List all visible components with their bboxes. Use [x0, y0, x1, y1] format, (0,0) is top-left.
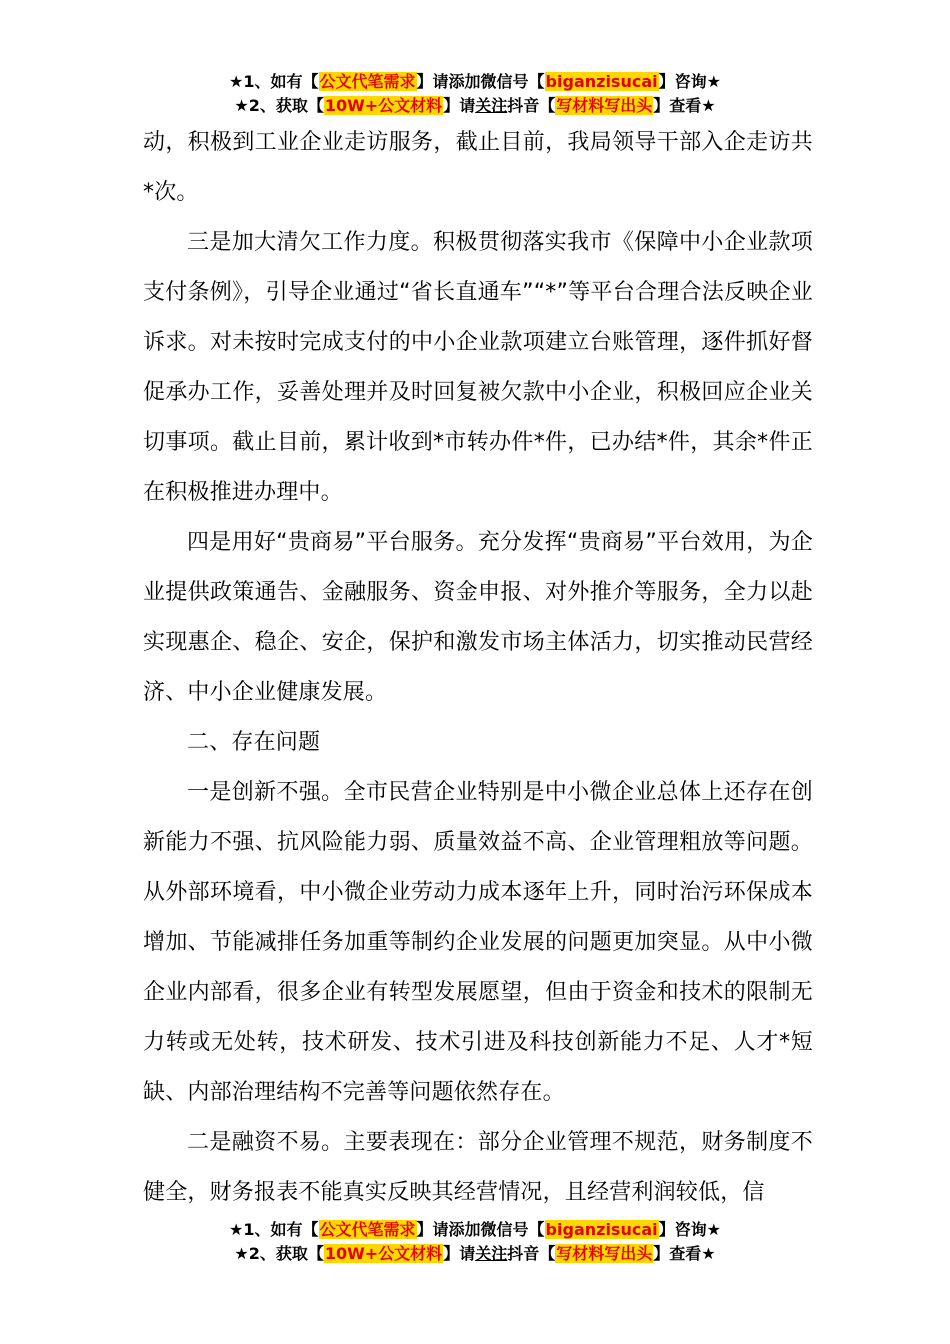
ad-line-2-mid2: 抖音【	[507, 96, 556, 115]
paragraph-guishangyi-platform: 四是用好“贵商易”平台服务。充分发挥“贵商易”平台效用，为企业提供政策通告、金融服务、资金申报、对外推介等服务，全力以赴实现惠企、稳企、安企，保护和激发市场主体活力，切实推动民营经济、中小企业健康发展。	[143, 530, 813, 705]
ad-highlight-materials: 10W+公文材料	[324, 96, 443, 115]
paragraph-arrears-clearing: 三是加大清欠工作力度。积极贯彻落实我市《保障中小企业款项支付条例》，引导企业通过“省长直通车”“*”等平台合理合法反映企业诉求。对未按时完成支付的中小企业款项建立台账管理，逐件抓好督促承办工作，妥善处理并及时回复被欠款中小企业，积极回应企业关切事项。截止目前，累计收到*市转办件*件，已办结*件，其余*件正在积极推进办理中。	[143, 230, 813, 505]
ad-line-1-prefix: ★1、如有【	[229, 1220, 319, 1239]
ad-highlight-service: 公文代笔需求	[319, 72, 416, 91]
ad-line-2-suffix: 】查看★	[653, 96, 716, 115]
paragraph-financing: 二是融资不易。主要表现在：部分企业管理不规范，财务制度不健全，财务报表不能真实反映其经营情况，且经营利润较低，信	[143, 1130, 813, 1205]
ad-line-1-prefix: ★1、如有【	[229, 72, 319, 91]
ad-highlight-wechat-id: biganzisucai	[545, 1220, 658, 1239]
ad-line-1-suffix: 】咨询★	[658, 1220, 721, 1239]
paragraph-continuation: 动，积极到工业企业走访服务，截止目前，我局领导干部入企走访共*次。	[143, 130, 813, 205]
ad-underline-follow: 关注	[475, 96, 508, 115]
ad-line-1-mid: 】请添加微信号【	[416, 1220, 545, 1239]
ad-line-1-suffix: 】咨询★	[658, 72, 721, 91]
ad-underline-follow: 关注	[475, 1244, 508, 1263]
ad-line-1-mid: 】请添加微信号【	[416, 72, 545, 91]
ad-line-2-mid: 】请	[443, 1244, 476, 1263]
ad-highlight-materials: 10W+公文材料	[324, 1244, 443, 1263]
ad-line-2-suffix: 】查看★	[653, 1244, 716, 1263]
ad-line-2	[0, 94, 950, 118]
header-ad-banner	[0, 70, 950, 118]
section-heading-problems: 二、存在问题	[187, 730, 321, 755]
ad-highlight-douyin: 写材料写出头	[556, 96, 653, 115]
ad-line-2-mid2: 抖音【	[507, 1244, 556, 1263]
ad-line-2-prefix: ★2、获取【	[234, 96, 324, 115]
ad-line-2	[0, 1242, 950, 1266]
ad-highlight-service: 公文代笔需求	[319, 1220, 416, 1239]
footer-ad-banner	[0, 1218, 950, 1266]
ad-line-2-prefix: ★2、获取【	[234, 1244, 324, 1263]
ad-highlight-wechat-id: biganzisucai	[545, 72, 658, 91]
ad-line-2-mid: 】请	[443, 96, 476, 115]
ad-highlight-douyin: 写材料写出头	[556, 1244, 653, 1263]
document-body	[143, 118, 813, 1218]
ad-line-1	[0, 1218, 950, 1242]
paragraph-innovation: 一是创新不强。全市民营企业特别是中小微企业总体上还存在创新能力不强、抗风险能力弱、质量效益不高、企业管理粗放等问题。从外部环境看，中小微企业劳动力成本逐年上升，同时治污环保成本增加、节能减排任务加重等制约企业发展的问题更加突显。从中小微企业内部看，很多企业有转型发展愿望，但由于资金和技术的限制无力转或无处转，技术研发、技术引进及科技创新能力不足、人才*短缺、内部治理结构不完善等问题依然存在。	[143, 780, 813, 1105]
ad-line-1	[0, 70, 950, 94]
